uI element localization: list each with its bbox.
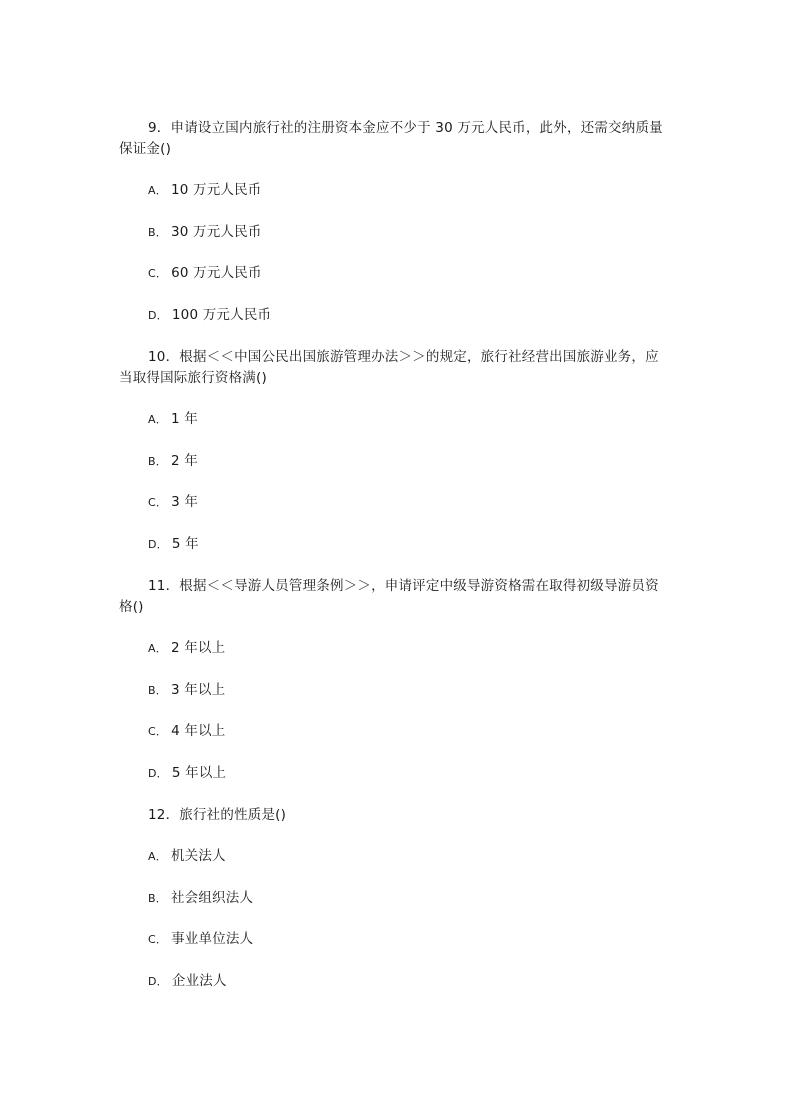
question-11-option-d: [148, 763, 226, 784]
option-letter: D．: [148, 975, 168, 988]
option-text: 事业单位法人: [171, 931, 254, 947]
question-12-option-d: [148, 971, 227, 992]
option-text: 2 年: [170, 453, 198, 469]
question-12-option-a: [148, 846, 226, 867]
question-12-option-b: [148, 888, 253, 909]
option-letter: B．: [148, 892, 167, 905]
question-10-option-a: [148, 409, 198, 430]
question-10-option-b: [148, 451, 198, 472]
option-text: 2 年以上: [170, 640, 226, 656]
option-text: 3 年: [171, 494, 199, 510]
question-9-option-c: [148, 263, 262, 284]
question-12-option-c: [148, 929, 253, 950]
option-letter: C．: [148, 725, 168, 738]
option-letter: C．: [148, 267, 168, 280]
option-letter: B．: [148, 684, 167, 697]
option-text: 5 年: [171, 536, 199, 552]
option-letter: B．: [148, 455, 167, 468]
option-text: 4 年以上: [171, 723, 226, 739]
question-11-option-c: [148, 721, 225, 742]
question-10: 10．根据＜＜中国公民出国旅游管理办法＞＞的规定，旅行社经营出国旅游业务，应当取得国际旅行资格满(): [119, 349, 659, 386]
option-letter: D．: [148, 767, 168, 780]
question-12: 12．旅行社的性质是(): [148, 807, 287, 823]
option-letter: A．: [148, 642, 167, 655]
question-9-option-a: [148, 180, 262, 201]
option-text: 企业法人: [171, 973, 227, 989]
option-text: 100 万元人民币: [171, 307, 272, 323]
option-text: 60 万元人民币: [171, 265, 262, 281]
option-text: 5 年以上: [171, 765, 227, 781]
option-letter: C．: [148, 933, 168, 946]
question-11-option-a: [148, 638, 225, 659]
option-letter: A．: [148, 184, 167, 197]
option-text: 机关法人: [170, 848, 226, 864]
question-9-option-d: [148, 305, 271, 326]
question-11-option-b: [148, 680, 225, 701]
option-text: 10 万元人民币: [170, 182, 262, 198]
option-text: 30 万元人民币: [170, 224, 262, 240]
question-9-option-b: [148, 222, 262, 243]
option-text: 社会组织法人: [170, 890, 254, 906]
option-text: 3 年以上: [170, 682, 226, 698]
question-9: 9．申请设立国内旅行社的注册资本金应不少于 30 万元人民币，此外，还需交纳质量保证金(): [119, 120, 663, 157]
option-letter: D．: [148, 538, 168, 551]
option-letter: B．: [148, 226, 167, 239]
option-letter: D．: [148, 309, 168, 322]
option-letter: A．: [148, 850, 167, 863]
question-11: 11．根据＜＜导游人员管理条例＞＞，申请评定中级导游资格需在取得初级导游员资格(): [119, 578, 659, 615]
question-10-option-d: [148, 534, 199, 555]
question-10-option-c: [148, 492, 198, 513]
option-text: 1 年: [170, 411, 198, 427]
option-letter: A．: [148, 413, 167, 426]
option-letter: C．: [148, 496, 168, 509]
